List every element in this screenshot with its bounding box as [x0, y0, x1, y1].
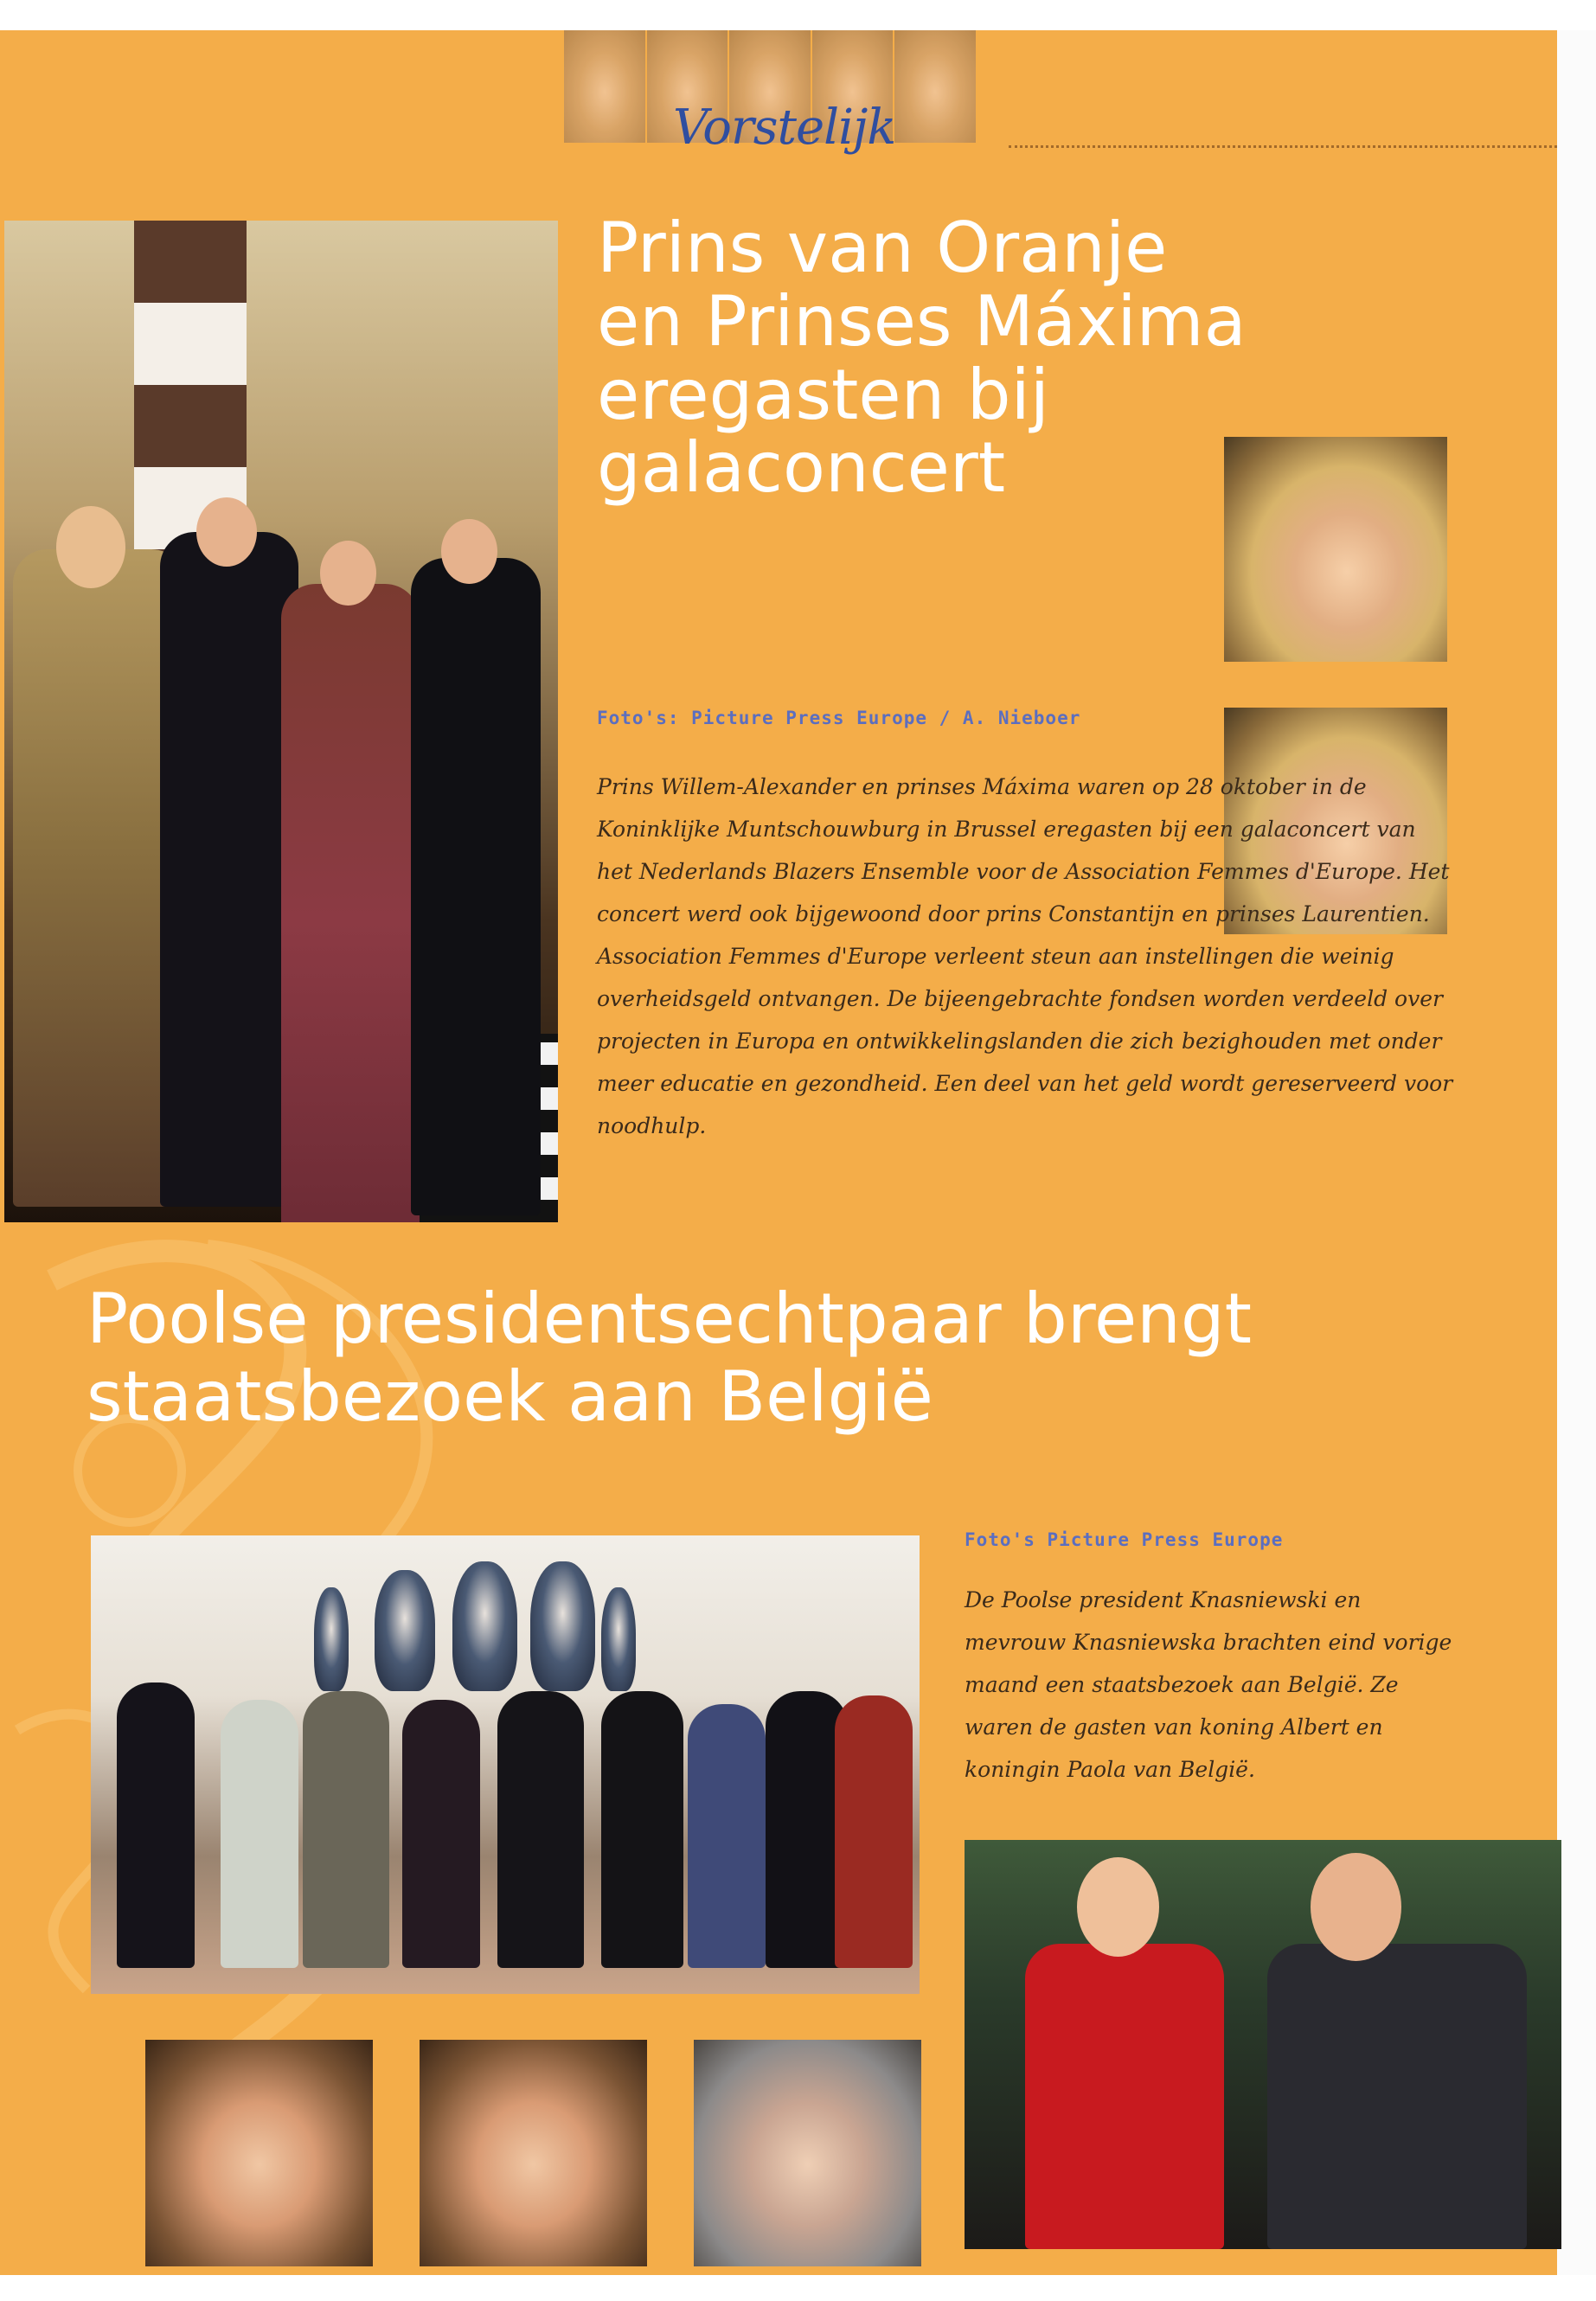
- article1-title-line: en Prinses Máxima: [597, 280, 1247, 362]
- article1-title-line: Prins van Oranje: [597, 208, 1168, 288]
- state-visit-group-photo: [91, 1535, 920, 1994]
- article2-body: [965, 1579, 1458, 1791]
- section-label: Vorstelijk: [673, 99, 896, 156]
- article2-body-text: De Poolse president Knasniewski en mevrouw Knasniewska brachten eind vorige maand een staatsbezoek aan België. Ze waren de gasten van koning Albert en koningin Paola van België.: [965, 1587, 1452, 1782]
- queen-fabiola-portrait: [694, 2040, 921, 2266]
- article1-body-text: Prins Willem-Alexander en prinses Máxima waren op 28 oktober in de Koninklijke Muntschouwburg in Brussel eregasten bij een galaconcert van het Nederlands Blazers Ensemble voor de Association Femmes d'Europe. Het concert werd ook bijgewoond door prins Constantijn en prinses Laurentien. Association Femmes d'Europe verleent steun aan instellingen die weinig overheidsgeld ontvangen. De bijeengebrachte fondsen worden verdeeld over projecten in Europa en ontwikkelingslanden die zich bezighouden met onder meer educatie en gezondheid. Een deel van het geld wordt gereserveerd voor noodhulp.: [597, 774, 1453, 1138]
- article2-title-line: staatsbezoek aan België: [87, 1356, 933, 1437]
- article2-title-line: Poolse presidentsechtpaar brengt: [87, 1279, 1253, 1359]
- maxima-portrait-1: [1224, 437, 1447, 662]
- queen-paola-portrait: [145, 2040, 373, 2266]
- gala-concert-photo: [4, 221, 558, 1222]
- princess-mathilde-portrait: [420, 2040, 647, 2266]
- article1-title-line: galaconcert: [597, 427, 1006, 509]
- header-face-photo: [894, 30, 977, 143]
- article2-title: [87, 1280, 1540, 1435]
- mathilde-philippe-photo: [965, 1840, 1561, 2249]
- article1-photo-credit: Foto's: Picture Press Europe / A. Nieboer: [597, 708, 1081, 728]
- page-edge: [1557, 30, 1596, 2275]
- article1-body: [597, 766, 1453, 1147]
- header-dotted-rule: [1009, 145, 1557, 148]
- article2-photo-credit: Foto's Picture Press Europe: [965, 1529, 1284, 1550]
- article1-title-line: eregasten bij: [597, 354, 1050, 435]
- header-face-photo: [564, 30, 647, 143]
